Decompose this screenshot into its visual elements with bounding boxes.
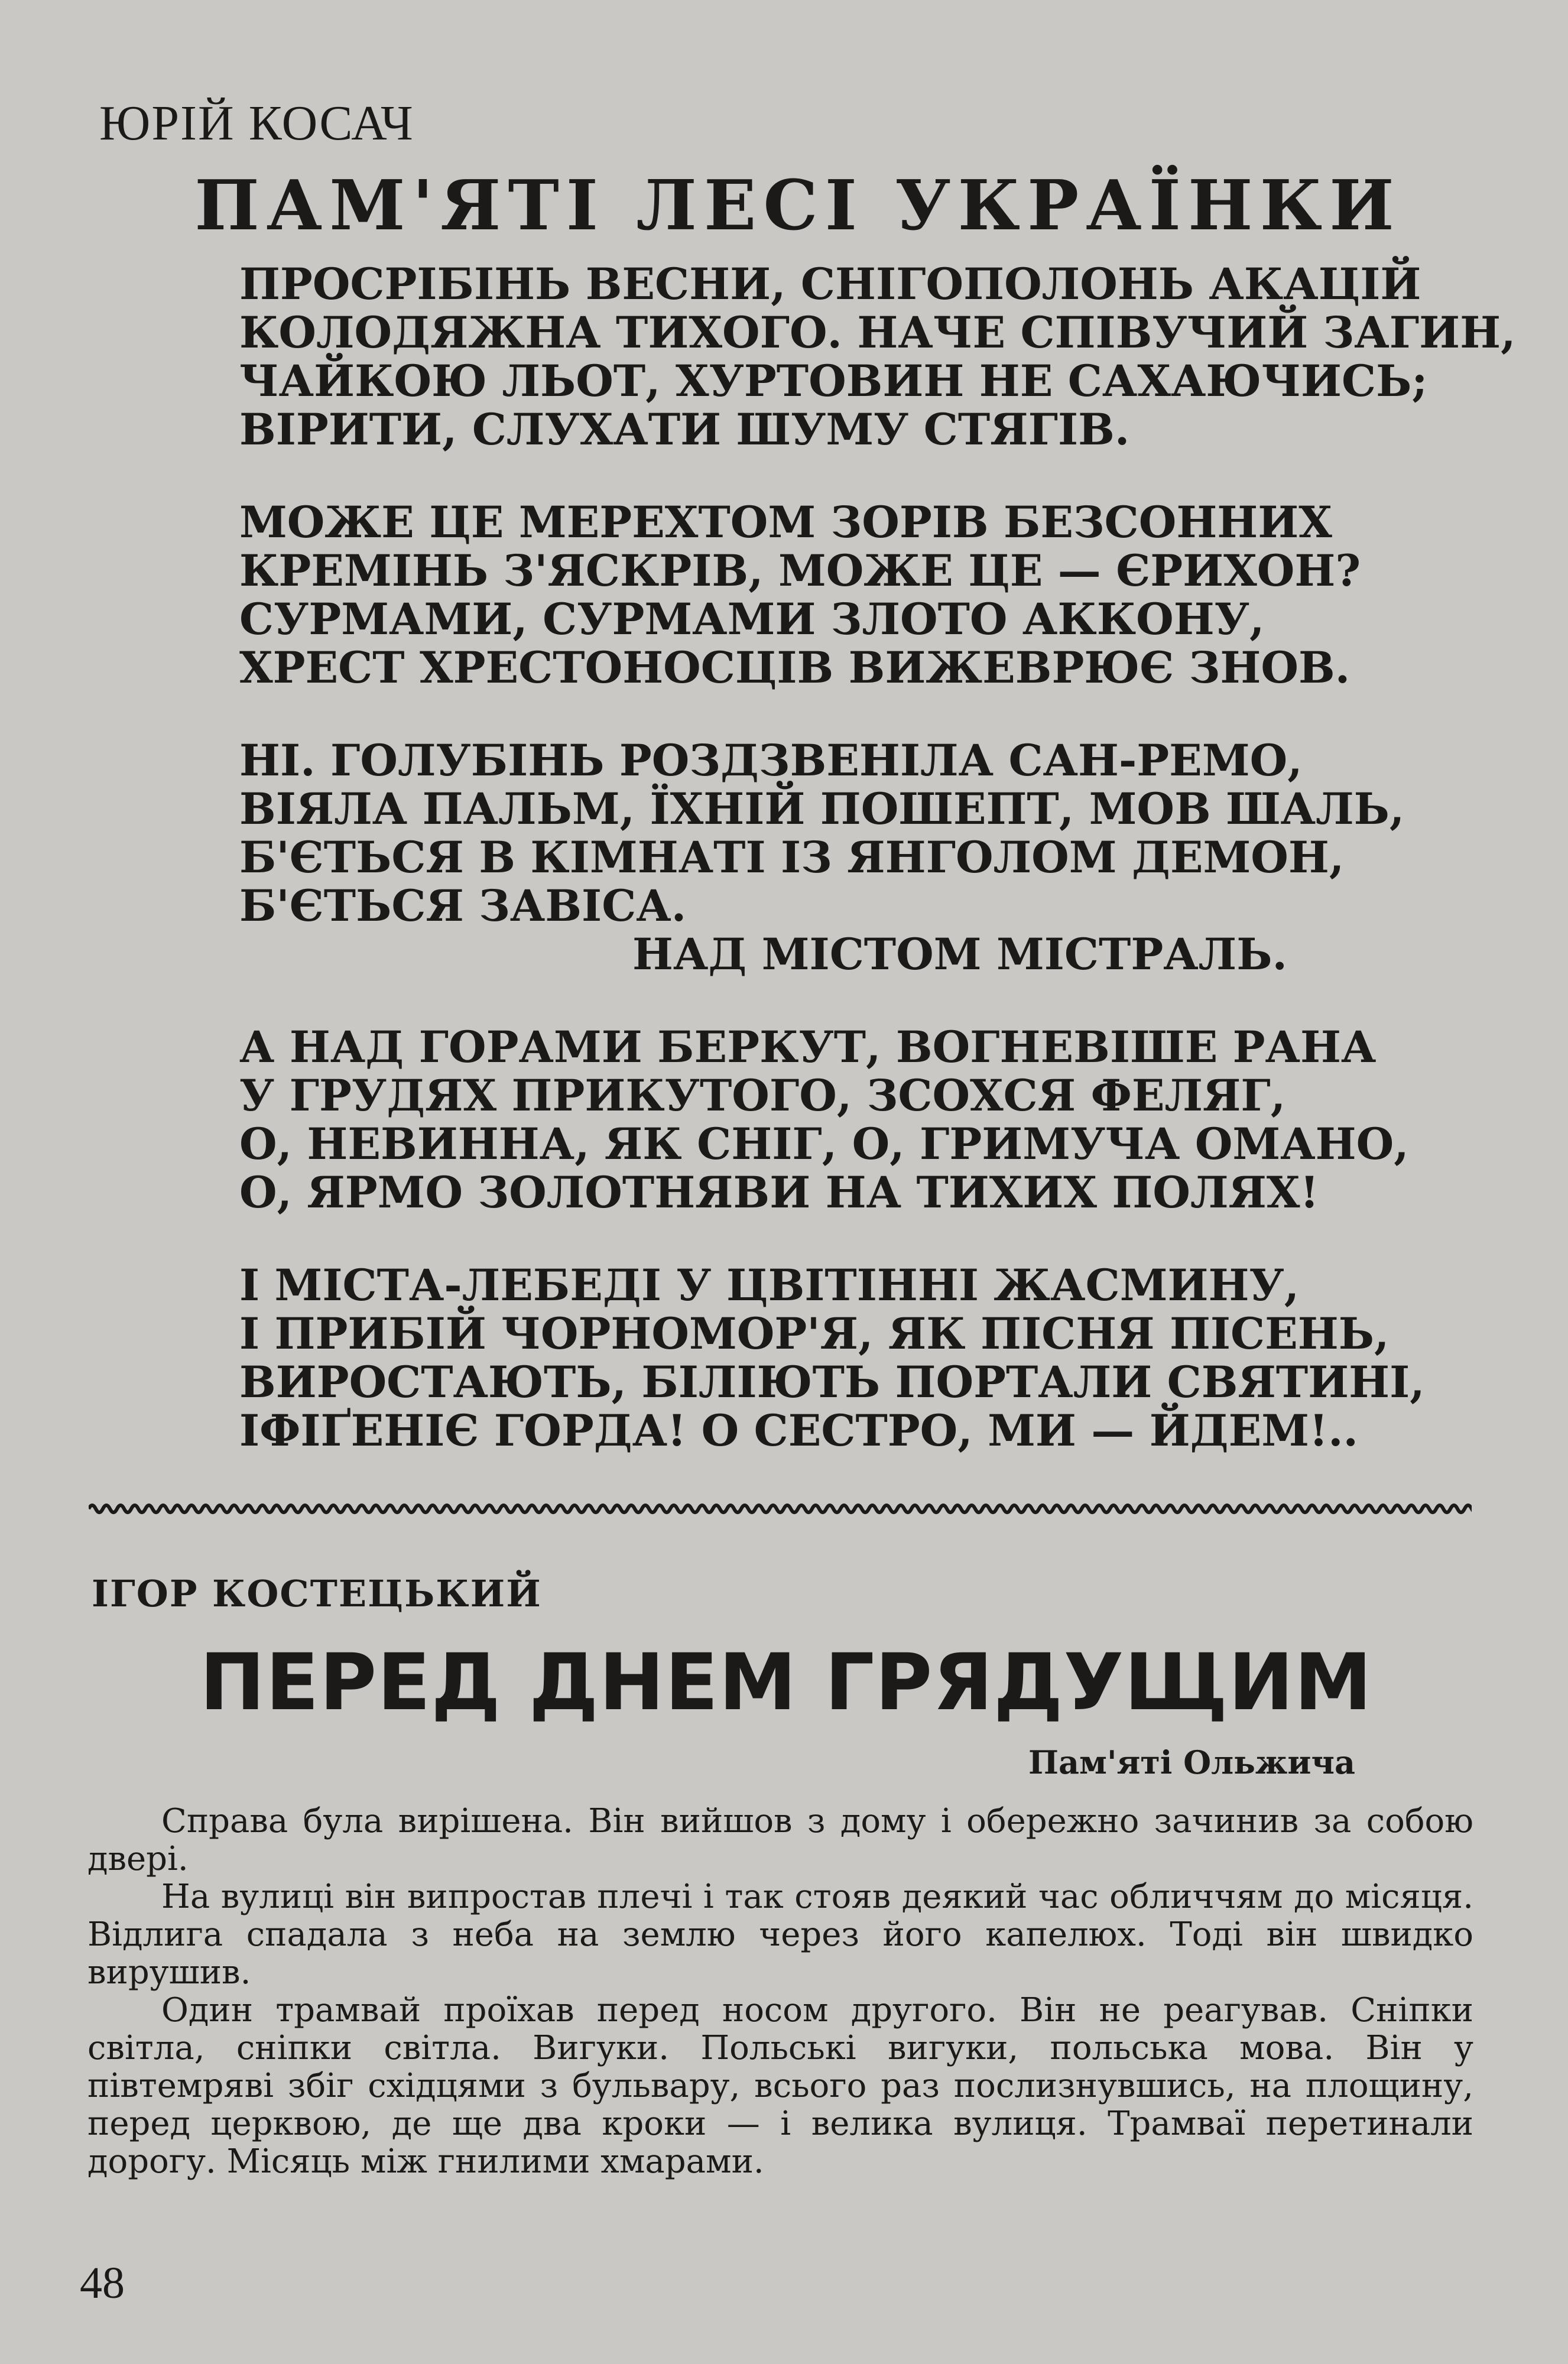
poem-line: У ГРУДЯХ ПРИКУТОГО, ЗСОХСЯ ФЕЛЯГ,: [239, 1070, 1286, 1121]
story-dedication: Пам'яті Ольжича: [1028, 1743, 1355, 1781]
paragraph: На вулиці він випростав плечі і так стояв деякий час обличчям до місяця. Відлига спадала з неба на землю через його капелюх. Тоді він швидко вирушив.: [87, 1878, 1473, 1992]
poem-line: ХРЕСТ ХРЕСТОНОСЦІВ ВИЖЕВРЮЄ ЗНОВ.: [239, 642, 1351, 693]
poem-title: ПАМ'ЯТІ ЛЕСІ УКРАЇНКИ: [194, 165, 1401, 246]
poem-line: ВИРОСТАЮТЬ, БІЛІЮТЬ ПОРТАЛИ СВЯТИНІ,: [239, 1357, 1425, 1408]
poem-body: [239, 259, 1516, 1499]
poem-line: ВІРИТИ, СЛУХАТИ ШУМУ СТЯГІВ.: [239, 404, 1130, 455]
story-title: ПЕРЕД ДНЕМ ГРЯДУЩИМ: [199, 1637, 1373, 1728]
poem-line: О, ЯРМО ЗОЛОТНЯВИ НА ТИХИХ ПОЛЯХ!: [239, 1167, 1319, 1218]
stanza-5: [239, 1261, 1492, 1455]
poem-line: ІФІҐЕНІЄ ГОРДА! О СЕСТРО, МИ — ЙДЕМ!..: [239, 1405, 1358, 1456]
poem-line: КОЛОДЯЖНА ТИХОГО. НАЧЕ СПІВУЧИЙ ЗАГИН,: [239, 307, 1516, 358]
poem-line: Б'ЄТЬСЯ В КІМНАТІ ІЗ ЯНГОЛОМ ДЕМОН,: [239, 832, 1345, 883]
poem-line: О, НЕВИННА, ЯК СНІГ, О, ГРИМУЧА ОМАНО,: [239, 1119, 1409, 1170]
poem-line: ПРОСРІБІНЬ ВЕСНИ, СНІГОПОЛОНЬ АКАЦІЙ: [239, 259, 1421, 310]
paragraph: Один трамвай проїхав перед носом другого. Він не реагував. Сніпки світла, сніпки світла. Вигуки. Польські вигуки, польська мова. Він у півтемряві збіг східцями з бульвару, всього раз послизнувшись, на площину, перед церквою, де ще два кроки — і велика вулиця. Трамваї перетинали дорогу. Місяць між гнилими хмарами.: [87, 1991, 1473, 2181]
stanza-3: [239, 736, 1492, 979]
poem-line: ВІЯЛА ПАЛЬМ, ЇХНІЙ ПОШЕПТ, МОВ ШАЛЬ,: [239, 784, 1405, 834]
poem-author: ЮРІЙ КОСАЧ: [99, 96, 414, 151]
poem-line: А НАД ГОРАМИ БЕРКУТ, ВОГНЕВІШЕ РАНА: [239, 1022, 1377, 1073]
stanza-1: [239, 259, 1516, 455]
poem-line: МОЖЕ ЦЕ МЕРЕХТОМ ЗОРІВ БЕЗСОННИХ: [239, 497, 1332, 548]
poem-line: ЧАЙКОЮ ЛЬОТ, ХУРТОВИН НЕ САХАЮЧИСЬ;: [239, 356, 1428, 407]
stanza-2: [239, 498, 1492, 692]
story-body: [87, 1803, 1473, 2181]
poem-line: КРЕМІНЬ З'ЯСКРІВ, МОЖЕ ЦЕ — ЄРИХОН?: [239, 545, 1361, 596]
page-number: 48: [80, 2258, 125, 2308]
wavy-divider: [89, 1500, 1472, 1518]
poem-line: І ПРИБІЙ ЧОРНОМОР'Я, ЯК ПІСНЯ ПІСЕНЬ,: [239, 1308, 1390, 1359]
story-author: ІГОР КОСТЕЦЬКИЙ: [92, 1572, 542, 1615]
poem-line: НІ. ГОЛУБІНЬ РОЗДЗВЕНІЛА САН-РЕМО,: [239, 735, 1303, 786]
poem-line: Б'ЄТЬСЯ ЗАВІСА.: [239, 881, 687, 931]
stanza-4: [239, 1023, 1492, 1217]
paragraph: Справа була вирішена. Він вийшов з дому і обережно зачинив за собою двері.: [87, 1802, 1473, 1878]
poem-line-indented: НАД МІСТОМ МІСТРАЛЬ.: [632, 929, 1287, 980]
poem-line: СУРМАМИ, СУРМАМИ ЗЛОТО АККОНУ,: [239, 594, 1265, 645]
poem-line: І МІСТА-ЛЕБЕДІ У ЦВІТІННІ ЖАСМИНУ,: [239, 1260, 1300, 1311]
